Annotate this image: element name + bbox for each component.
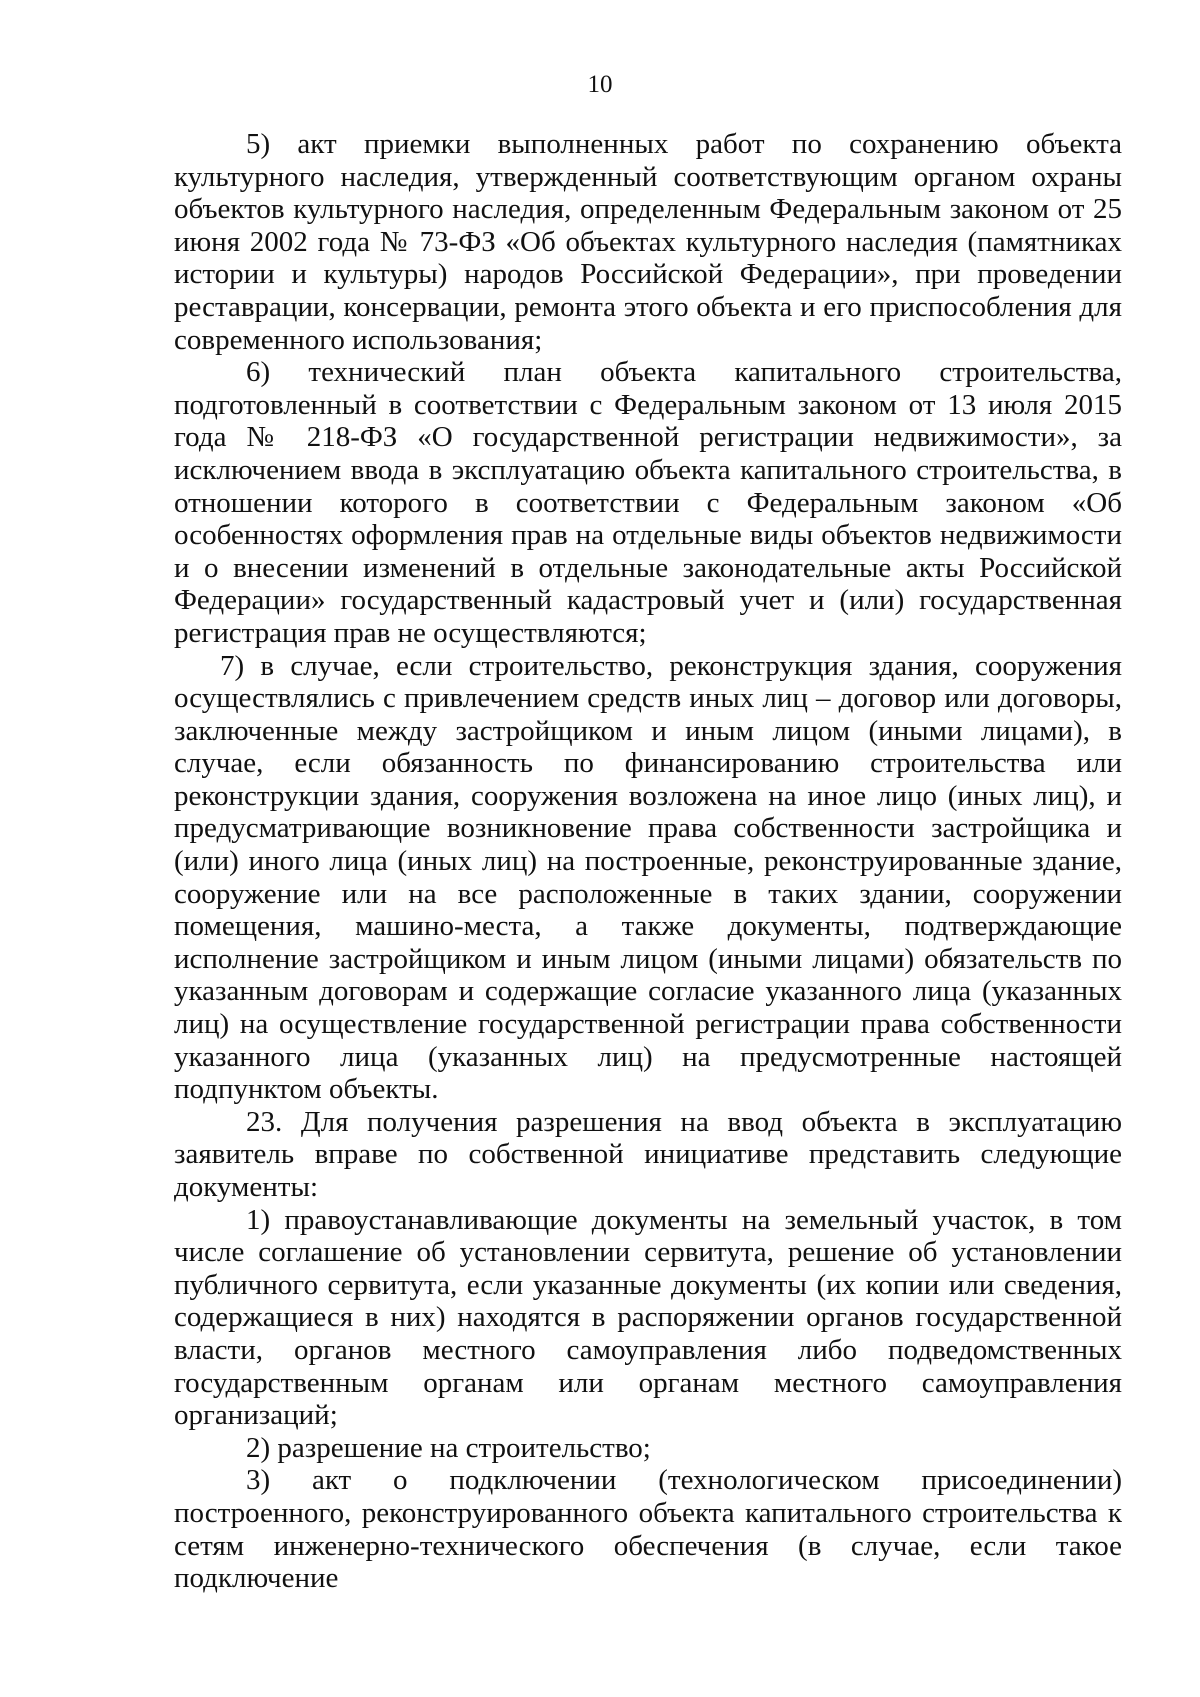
paragraph-item-5: 5) акт приемки выполненных работ по сохранению объекта культурного наследия, утвержденный соответствующим органом охраны объектов культурного наследия, определенным Федеральным законом от 25 июня 2002 года № 73-ФЗ «Об объектах культурного наследия (памятниках истории и культуры) народов Российской Федерации», при проведении реставрации, консервации, ремонта этого объекта и его приспособления для современного использования; [174, 128, 1122, 356]
document-body [174, 128, 1122, 1595]
paragraph-section-23: 23. Для получения разрешения на ввод объекта в эксплуатацию заявитель вправе по собственной инициативе представить следующие документы: [174, 1105, 1122, 1203]
paragraph-item-6: 6) технический план объекта капитального строительства, подготовленный в соответствии с Федеральным законом от 13 июля 2015 года № 218-ФЗ «О государственной регистрации недвижимости», за исключением ввода в эксплуатацию объекта капитального строительства, в отношении которого в соответствии с Федеральным законом «Об особенностях оформления прав на отдельные виды объектов недвижимости и о внесении изменений в отдельные законодательные акты Российской Федерации» государственный кадастровый учет и (или) государственная регистрация прав не осуществляются; [174, 356, 1122, 649]
paragraph-item-3: 3) акт о подключении (технологическом присоединении) построенного, реконструированного объекта капитального строительства к сетям инженерно-технического обеспечения (в случае, если такое подключение [174, 1464, 1122, 1595]
paragraph-item-7: 7) в случае, если строительство, реконструкция здания, сооружения осуществлялись с привлечением средств иных лиц – договор или договоры, заключенные между застройщиком и иным лицом (иными лицами), в случае, если обязанность по финансированию строительства или реконструкции здания, сооружения возложена на иное лицо (иных лиц), и предусматривающие возникновение права собственности застройщика и (или) иного лица (иных лиц) на построенные, реконструированные здание, сооружение или на все расположенные в таких здании, сооружении помещения, машино-места, а также документы, подтверждающие исполнение застройщиком и иным лицом (иными лицами) обязательств по указанным договорам и содержащие согласие указанного лица (указанных лиц) на осуществление государственной регистрации права собственности указанного лица (указанных лиц) на предусмотренные настоящей подпунктом объекты. [174, 649, 1122, 1106]
paragraph-item-2: 2) разрешение на строительство; [246, 1431, 651, 1464]
paragraph-item-1: 1) правоустанавливающие документы на земельный участок, в том числе соглашение об установлении сервитута, решение об установлении публичного сервитута, если указанные документы (их копии или сведения, содержащиеся в них) находятся в распоряжении органов государственной власти, органов местного самоуправления либо подведомственных государственным органам или органам местного самоуправления организаций; [174, 1203, 1122, 1432]
page-number: 10 [587, 71, 613, 98]
